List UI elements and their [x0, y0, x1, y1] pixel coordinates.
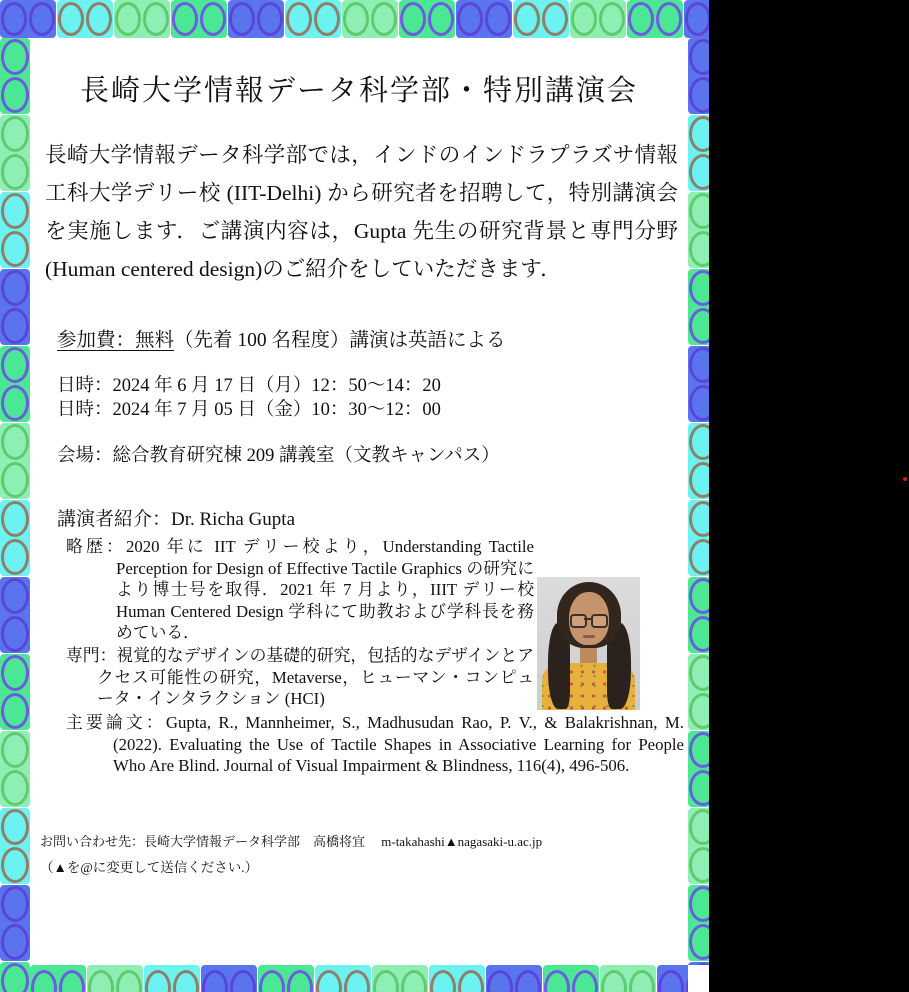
- border-tile: [87, 965, 143, 992]
- circle-ornament: [628, 2, 654, 36]
- circle-ornament: [1, 385, 29, 421]
- circle-ornament: [689, 616, 709, 652]
- circle-ornament: [344, 970, 370, 992]
- circle-ornament: [314, 2, 340, 36]
- border-tile: [0, 500, 30, 576]
- circle-ornament: [689, 308, 709, 344]
- circle-ornament: [1, 809, 29, 845]
- circle-ornament: [689, 809, 709, 845]
- circle-ornament: [689, 270, 709, 306]
- border-tile: [0, 115, 30, 191]
- border-tile: [201, 965, 257, 992]
- circle-ornament: [401, 970, 427, 992]
- contact-note: （▲を@に変更して送信ください.）: [40, 860, 259, 875]
- border-tile: [600, 965, 656, 992]
- circle-ornament: [400, 2, 426, 36]
- circle-ornament: [689, 847, 709, 883]
- circle-ornament: [601, 970, 627, 992]
- circle-ornament: [115, 2, 141, 36]
- circle-ornament: [1, 116, 29, 152]
- fee-underlined: 参加費：無料: [57, 330, 175, 351]
- glasses-left-lens: [570, 614, 587, 628]
- border-tile: [285, 0, 341, 38]
- circle-ornament: [430, 970, 456, 992]
- circle-ornament: [1, 963, 29, 992]
- circle-ornament: [200, 2, 226, 36]
- circle-ornament: [689, 154, 709, 190]
- border-tile: [429, 965, 485, 992]
- circle-ornament: [31, 970, 57, 992]
- circle-ornament: [1, 616, 29, 652]
- border-tile: [486, 965, 542, 992]
- circle-ornament: [689, 193, 709, 229]
- circle-ornament: [58, 2, 84, 36]
- border-tile: [684, 0, 709, 38]
- circle-ornament: [689, 539, 709, 575]
- circle-ornament: [656, 2, 682, 36]
- speaker-specialty: 専門：視覚的なデザインの基礎的研究，包括的なデザインとアクセス可能性の研究，Metaverse，ヒューマン・コンピュータ・インタラクション (HCI): [66, 646, 534, 708]
- circle-ornament: [316, 970, 342, 992]
- speaker-bio: 略歴：2020 年に IIT デリー校より，Understanding Tactile Perception for Design of Effective Tactile Graphics の研究により博士号を取得．2021 年 7 月より，IIIT デリー校 Human Centered Design 学科にて助教および学科長を務めている．: [66, 537, 534, 642]
- circle-ornament: [1, 539, 29, 575]
- circle-ornament: [286, 2, 312, 36]
- circle-ornament: [689, 77, 709, 113]
- black-background-region: [709, 0, 909, 992]
- circle-ornament: [1, 77, 29, 113]
- circle-ornament: [1, 655, 29, 691]
- circle-ornament: [544, 970, 570, 992]
- border-tile: [0, 0, 56, 38]
- border-tile: [0, 192, 30, 268]
- venue-line: 会場：総合教育研究棟 209 講義室（文教キャンパス）: [57, 446, 500, 466]
- page-title: 長崎大学情報データ科学部・特別講演会: [79, 75, 638, 107]
- border-tile: [0, 269, 30, 345]
- circle-ornament: [59, 970, 85, 992]
- circle-ornament: [542, 2, 568, 36]
- border-tile: [456, 0, 512, 38]
- circle-ornament: [689, 924, 709, 960]
- circle-ornament: [689, 693, 709, 729]
- border-tile: [688, 962, 709, 965]
- circle-ornament: [173, 970, 199, 992]
- circle-ornament: [145, 970, 171, 992]
- border-tile: [688, 885, 709, 961]
- border-tile: [688, 115, 709, 191]
- border-tile: [0, 38, 30, 114]
- border-tile: [114, 0, 170, 38]
- circle-ornament: [689, 963, 709, 965]
- circle-ornament: [143, 2, 169, 36]
- intro-paragraph: 長崎大学情報データ科学部では，インドのインドラプラズサ情報工科大学デリー校 (IIT-Delhi) から研究者を招聘して，特別講演会を実施します．ご講演内容は，Gupta 先生の研究背景と専門分野(Human centered design)のご紹介をしていただきます．: [45, 143, 678, 281]
- circle-ornament: [1, 770, 29, 806]
- circle-ornament: [689, 732, 709, 768]
- circle-ornament: [1, 347, 29, 383]
- border-tile: [258, 965, 314, 992]
- circle-ornament: [373, 970, 399, 992]
- border-bottom: [30, 965, 688, 992]
- border-tile: [627, 0, 683, 38]
- circle-ornament: [689, 116, 709, 152]
- border-tile: [688, 500, 709, 576]
- circle-ornament: [116, 970, 142, 992]
- circle-ornament: [259, 970, 285, 992]
- circle-ornament: [686, 970, 688, 992]
- glasses-right-lens: [591, 614, 608, 628]
- circle-ornament: [599, 2, 625, 36]
- session-date-1: 日時：2024 年 6 月 17 日（月）12：50～14：20: [57, 376, 441, 396]
- circle-ornament: [1, 193, 29, 229]
- border-tile: [0, 731, 30, 807]
- circle-ornament: [1, 847, 29, 883]
- circle-ornament: [29, 2, 55, 36]
- circle-ornament: [172, 2, 198, 36]
- circle-ornament: [428, 2, 454, 36]
- circle-ornament: [371, 2, 397, 36]
- circle-ornament: [689, 462, 709, 498]
- circle-ornament: [689, 578, 709, 614]
- border-tile: [144, 965, 200, 992]
- circle-ornament: [515, 970, 541, 992]
- circle-ornament: [1, 693, 29, 729]
- circle-ornament: [689, 231, 709, 267]
- border-tile: [688, 269, 709, 345]
- photo-mouth: [583, 635, 595, 638]
- circle-ornament: [629, 970, 655, 992]
- circle-ornament: [1, 154, 29, 190]
- border-tile: [570, 0, 626, 38]
- circle-ornament: [572, 970, 598, 992]
- fee-line: [57, 324, 506, 352]
- circle-ornament: [202, 970, 228, 992]
- circle-ornament: [230, 970, 256, 992]
- circle-ornament: [485, 2, 511, 36]
- border-tile: [688, 808, 709, 884]
- circle-ornament: [1, 924, 29, 960]
- border-tile: [688, 654, 709, 730]
- border-tile: [0, 885, 30, 961]
- border-tile: [0, 962, 30, 992]
- circle-ornament: [1, 2, 27, 36]
- border-tile: [57, 0, 113, 38]
- circle-ornament: [487, 970, 513, 992]
- circle-ornament: [229, 2, 255, 36]
- glasses-bridge: [584, 618, 592, 620]
- border-tile: [372, 965, 428, 992]
- circle-ornament: [88, 970, 114, 992]
- border-tile: [657, 965, 688, 992]
- border-tile: [0, 423, 30, 499]
- border-tile: [399, 0, 455, 38]
- border-tile: [315, 965, 371, 992]
- circle-ornament: [689, 385, 709, 421]
- fee-rest: （先着 100 名程度）講演は英語による: [174, 330, 506, 351]
- border-tile: [513, 0, 569, 38]
- border-tile: [688, 731, 709, 807]
- circle-ornament: [343, 2, 369, 36]
- circle-ornament: [689, 501, 709, 537]
- circle-ornament: [689, 770, 709, 806]
- speaker-photo: [537, 577, 640, 710]
- border-tile: [688, 346, 709, 422]
- border-left: [0, 38, 30, 992]
- circle-ornament: [689, 424, 709, 460]
- border-tile: [688, 577, 709, 653]
- circle-ornament: [287, 970, 313, 992]
- circle-ornament: [1, 462, 29, 498]
- circle-ornament: [86, 2, 112, 36]
- border-tile: [0, 577, 30, 653]
- border-tile: [0, 808, 30, 884]
- circle-ornament: [1, 270, 29, 306]
- border-top: [0, 0, 709, 38]
- border-tile: [543, 965, 599, 992]
- circle-ornament: [689, 39, 709, 75]
- border-tile: [688, 423, 709, 499]
- border-tile: [30, 965, 86, 992]
- speaker-heading: 講演者紹介：Dr. Richa Gupta: [57, 509, 296, 530]
- circle-ornament: [1, 501, 29, 537]
- circle-ornament: [685, 2, 709, 36]
- circle-ornament: [1, 886, 29, 922]
- border-tile: [342, 0, 398, 38]
- border-tile: [0, 654, 30, 730]
- circle-ornament: [571, 2, 597, 36]
- border-tile: [688, 192, 709, 268]
- circle-ornament: [257, 2, 283, 36]
- speaker-publication: 主要論文：Gupta, R., Mannheimer, S., Madhusudan Rao, P. V., & Balakrishnan, M. (2022). Evaluating the Use of Tactile Shapes in Associative Learning for People Who Are Blind. Journal of Visual Impairment & Blindness, 116(4), 496-506.: [66, 713, 684, 775]
- circle-ornament: [1, 39, 29, 75]
- border-tile: [171, 0, 227, 38]
- circle-ornament: [514, 2, 540, 36]
- circle-ornament: [1, 308, 29, 344]
- border-right: [688, 38, 709, 965]
- session-date-2: 日時：2024 年 7 月 05 日（金）10：30～12：00: [57, 400, 441, 420]
- circle-ornament: [1, 732, 29, 768]
- border-tile: [0, 346, 30, 422]
- border-tile: [228, 0, 284, 38]
- circle-ornament: [689, 347, 709, 383]
- circle-ornament: [1, 231, 29, 267]
- red-dot-marker: [903, 477, 907, 481]
- circle-ornament: [689, 655, 709, 691]
- circle-ornament: [457, 2, 483, 36]
- border-tile: [688, 38, 709, 114]
- circle-ornament: [1, 578, 29, 614]
- circle-ornament: [689, 886, 709, 922]
- contact-line: お問い合わせ先：長崎大学情報データ科学部 高橋将宜 m-takahashi▲nagasaki-u.ac.jp: [40, 834, 543, 849]
- circle-ornament: [658, 970, 684, 992]
- circle-ornament: [458, 970, 484, 992]
- circle-ornament: [1, 424, 29, 460]
